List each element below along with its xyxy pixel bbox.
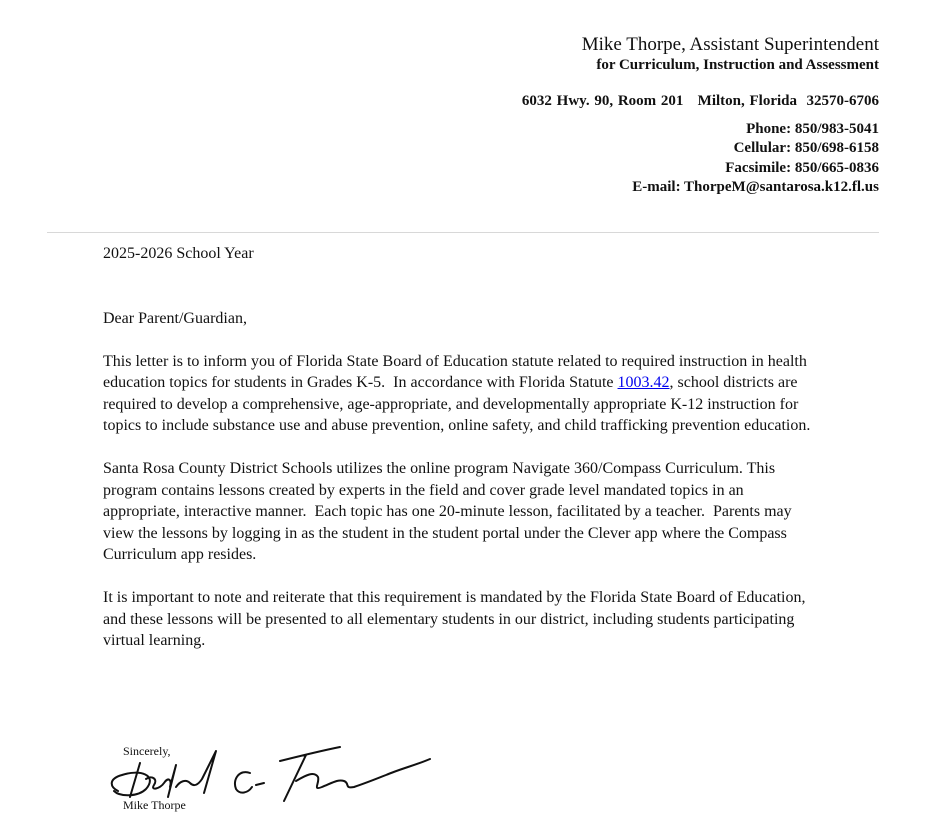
letter-body <box>103 243 823 652</box>
paragraph-intro-start: This letter is to inform you of Florida State Board of Education statute related to required instruction in health education topics for students in Grades K-5. In accordance with Florida Statute <box>103 352 811 391</box>
signer-name: Mike Thorpe <box>123 798 186 812</box>
paragraph-intro-end: , school districts are required to develop a comprehensive, age-appropriate, and developmentally appropriate K-12 instruction for topics to include substance use and abuse prevention, online safety, and child trafficking prevention education. <box>103 374 811 434</box>
letterhead-facsimile: Facsimile: 850/665-0836 <box>725 159 879 176</box>
signature-block <box>100 735 440 820</box>
statute-link[interactable]: 1003.42 <box>617 374 670 391</box>
signature-stroke-last <box>280 747 430 801</box>
letterhead-address: 6032 Hwy. 90, Room 201 Milton, Florida 32570-6706 <box>521 93 879 109</box>
paragraph-program: Santa Rosa County District Schools utilizes the online program Navigate 360/Compass Curriculum. This program contains lessons created by experts in the field and cover grade level mandated topics in an appropriate, interactive manner. Each topic has one 20-minute lesson, facilitated by a teacher. Parents may view the lessons by logging in as the student in the student portal under the Clever app where the Compass Curriculum app resides. <box>103 460 796 563</box>
sincerely-text: Sincerely, <box>123 744 171 758</box>
school-year: 2025-2026 School Year <box>103 245 254 262</box>
letterhead-contacts <box>522 120 879 198</box>
signature-stroke-initial <box>235 772 264 793</box>
letterhead-subtitle: for Curriculum, Instruction and Assessment <box>596 57 879 73</box>
letterhead <box>522 34 879 198</box>
salutation: Dear Parent/Guardian, <box>103 309 247 327</box>
paragraph-intro <box>103 351 823 437</box>
header-divider <box>47 232 879 233</box>
letterhead-email: E-mail: ThorpeM@santarosa.k12.fl.us <box>632 179 879 196</box>
letterhead-phone: Phone: 850/983-5041 <box>746 121 879 137</box>
letterhead-cellular: Cellular: 850/698-6158 <box>733 140 879 157</box>
letterhead-name-title: Mike Thorpe, Assistant Superintendent <box>581 34 879 55</box>
paragraph-mandate: It is important to note and reiterate that this requirement is mandated by the Florida State Board of Education, and these lessons will be presented to all elementary students in our district, including students participating virtual learning. <box>103 589 806 649</box>
